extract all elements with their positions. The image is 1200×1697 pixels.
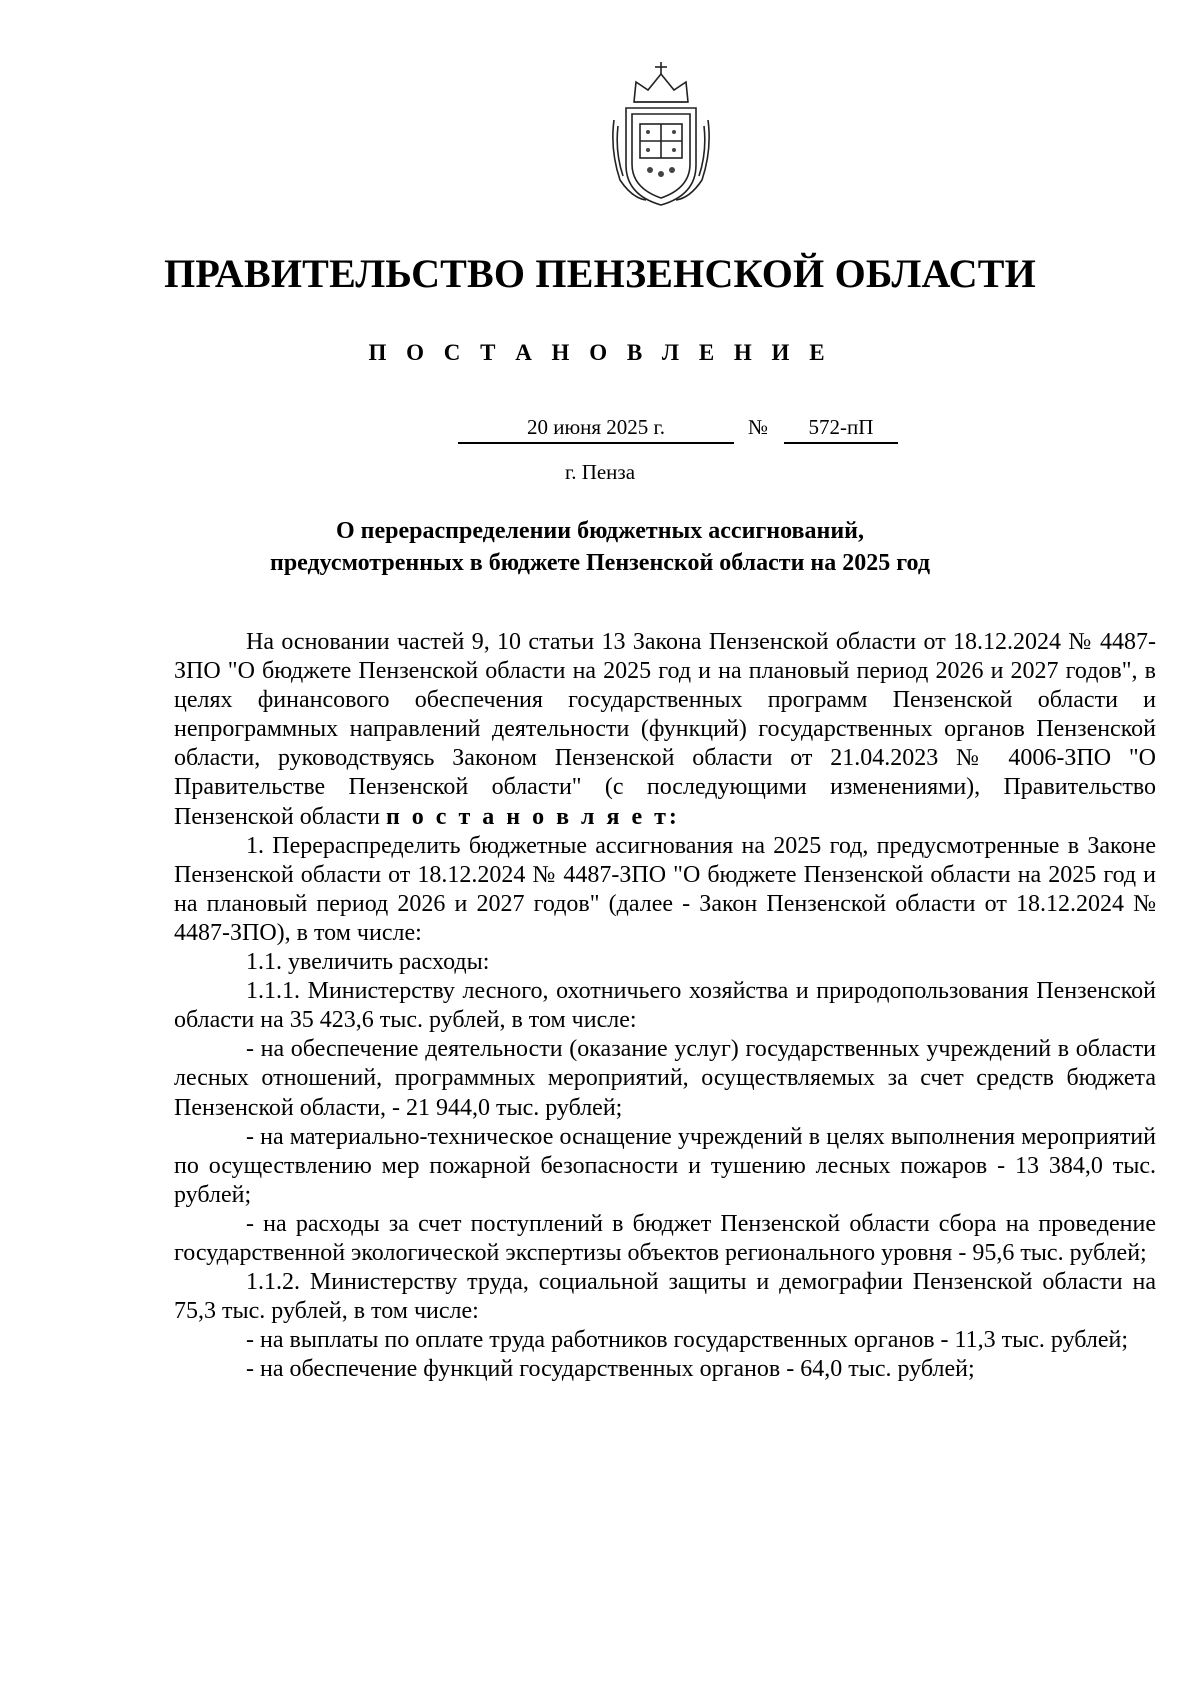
organization-title: ПРАВИТЕЛЬСТВО ПЕНЗЕНСКОЙ ОБЛАСТИ: [164, 251, 1036, 296]
subject-line-1: О перераспределении бюджетных ассигнований,: [336, 518, 864, 544]
preamble-text: На основании частей 9, 10 статьи 13 Закона Пензенской области от 18.12.2024 № 4487-ЗПО "О бюджете Пензенской области на 2025 год и на плановый период 2026 и 2027 годов", в целях финансового обеспечения государственных программ Пензенской области и непрограммных направлений деятельности (функций) государственных органов Пензенской области, руководствуясь Законом Пензенской области от 21.04.2023 № 4006-ЗПО "О Правительстве Пензенской области" (с последующими изменениями), Правительство Пензенской области: [174, 629, 1156, 830]
document-type: П О С Т А Н О В Л Е Н И Е: [368, 340, 832, 365]
number-sign: №: [748, 415, 769, 439]
preamble-paragraph: [174, 628, 1156, 832]
document-body: [174, 628, 1156, 1384]
paragraph-1-1-1-item-a: - на обеспечение деятельности (оказание услуг) государственных учреждений в области лесных отношений, программных мероприятий, осуществляемых за счет средств бюджета Пензенской области, - 21 944,0 тыс. рублей;: [174, 1036, 1156, 1121]
paragraph-1: 1. Перераспределить бюджетные ассигнования на 2025 год, предусмотренные в Законе Пензенской области от 18.12.2024 № 4487-ЗПО "О бюджете Пензенской области на 2025 год и на плановый период 2026 и 2027 годов" (далее - Закон Пензенской области от 18.12.2024 № 4487-ЗПО), в том числе:: [174, 832, 1156, 946]
paragraph-1-1-1-item-c: - на расходы за счет поступлений в бюджет Пензенской области сбора на проведение государственной экологической экспертизы объектов регионального уровня - 95,6 тыс. рублей;: [174, 1210, 1156, 1266]
document-city: г. Пенза: [564, 460, 636, 484]
paragraph-1-1: 1.1. увеличить расходы:: [246, 949, 490, 976]
document-number: 572-пП: [784, 415, 898, 444]
paragraph-1-1-2-item-a: - на выплаты по оплате труда работников государственных органов - 11,3 тыс. рублей;: [246, 1327, 1129, 1354]
paragraph-1-1-2-item-b: - на обеспечение функций государственных органов - 64,0 тыс. рублей;: [246, 1356, 975, 1383]
paragraph-1-1-1: 1.1.1. Министерству лесного, охотничьего хозяйства и природопользования Пензенской области на 35 423,6 тыс. рублей, в том числе:: [174, 978, 1156, 1034]
subject-line-2: предусмотренных в бюджете Пензенской области на 2025 год: [270, 550, 930, 576]
document-subject: [160, 515, 1040, 579]
paragraph-1-1-1-item-b: - на материально-техническое оснащение учреждений в целях выполнения мероприятий по осуществлению мер пожарной безопасности и тушению лесных пожаров - 13 384,0 тыс. рублей;: [174, 1123, 1156, 1208]
paragraph-1-1-2: 1.1.2. Министерству труда, социальной защиты и демографии Пензенской области на 75,3 тыс. рублей, в том числе:: [174, 1269, 1156, 1325]
document-date: 20 июня 2025 г.: [458, 415, 734, 444]
resolves-word: п о с т а н о в л я е т:: [385, 803, 680, 830]
coat-of-arms-emblem: [606, 60, 716, 210]
